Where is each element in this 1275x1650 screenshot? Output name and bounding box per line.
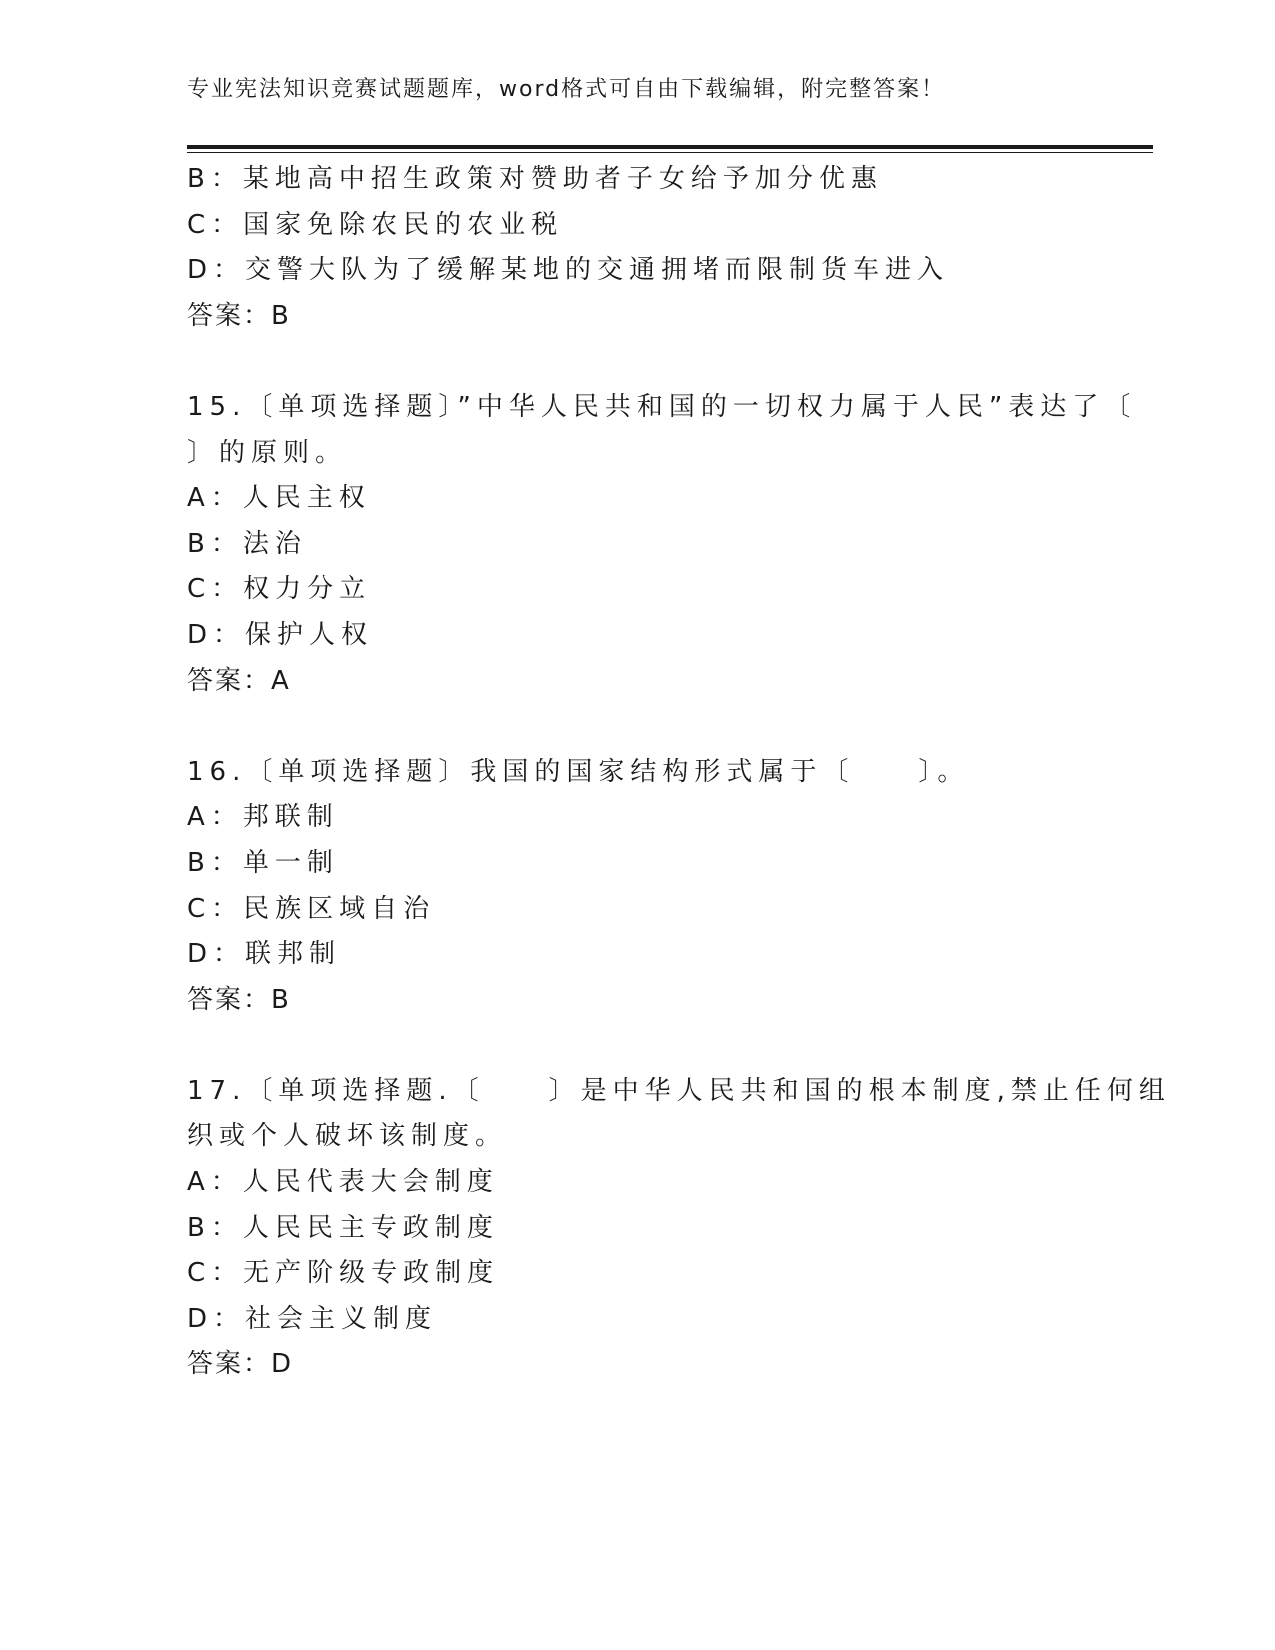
question-15-stem-line-2: 〕的原则。 — [187, 437, 348, 468]
question-16-stem-line-1: 16.〔单项选择题〕我国的国家结构形式属于〔 〕。 — [187, 756, 970, 787]
question-15-option-a: A：人民主权 — [187, 483, 371, 514]
header-rule-thick — [187, 145, 1153, 149]
question-15-option-c: C：权力分立 — [187, 574, 372, 605]
question-15-answer: 答案：A — [187, 665, 291, 696]
question-17-answer: 答案：D — [187, 1349, 294, 1380]
question-16-option-c: C：民族区域自治 — [187, 893, 436, 924]
spacer — [187, 339, 1087, 385]
question-15-option-b: B：法治 — [187, 528, 307, 559]
question-17-option-c: C：无产阶级专政制度 — [187, 1258, 500, 1289]
option-d: D：交警大队为了缓解某地的交通拥堵而限制货车进入 — [187, 255, 950, 286]
question-17-option-b: B：人民民主专政制度 — [187, 1212, 499, 1243]
question-list — [187, 157, 1171, 1388]
question-17-stem-line-1: 17.〔单项选择题.〔 〕是中华人民共和国的根本制度,禁止任何组 — [187, 1075, 1171, 1106]
question-17-stem-line-2: 织或个人破坏该制度。 — [187, 1121, 508, 1152]
spacer — [187, 704, 1087, 750]
question-16-option-b: B：单一制 — [187, 847, 339, 878]
question-16-option-d: D：联邦制 — [187, 939, 342, 970]
question-15-stem-line-1: 15.〔单项选择题〕”中华人民共和国的一切权力属于人民”表达了〔 — [187, 391, 1137, 422]
option-c: C：国家免除农民的农业税 — [187, 209, 564, 240]
page-header: 专业宪法知识竞赛试题题库，word格式可自由下载编辑，附完整答案！ — [187, 77, 946, 102]
question-16-option-a: A：邦联制 — [187, 802, 339, 833]
option-b: B：某地高中招生政策对赞助者子女给予加分优惠 — [187, 164, 883, 194]
spacer — [187, 1023, 1087, 1069]
question-17-option-a: A：人民代表大会制度 — [187, 1167, 499, 1198]
question-16-answer: 答案：B — [187, 984, 291, 1015]
question-17-option-d: D：社会主义制度 — [187, 1303, 438, 1334]
answer: 答案：B — [187, 300, 291, 331]
header-rule-thin — [187, 152, 1153, 153]
question-15-option-d: D：保护人权 — [187, 619, 374, 650]
